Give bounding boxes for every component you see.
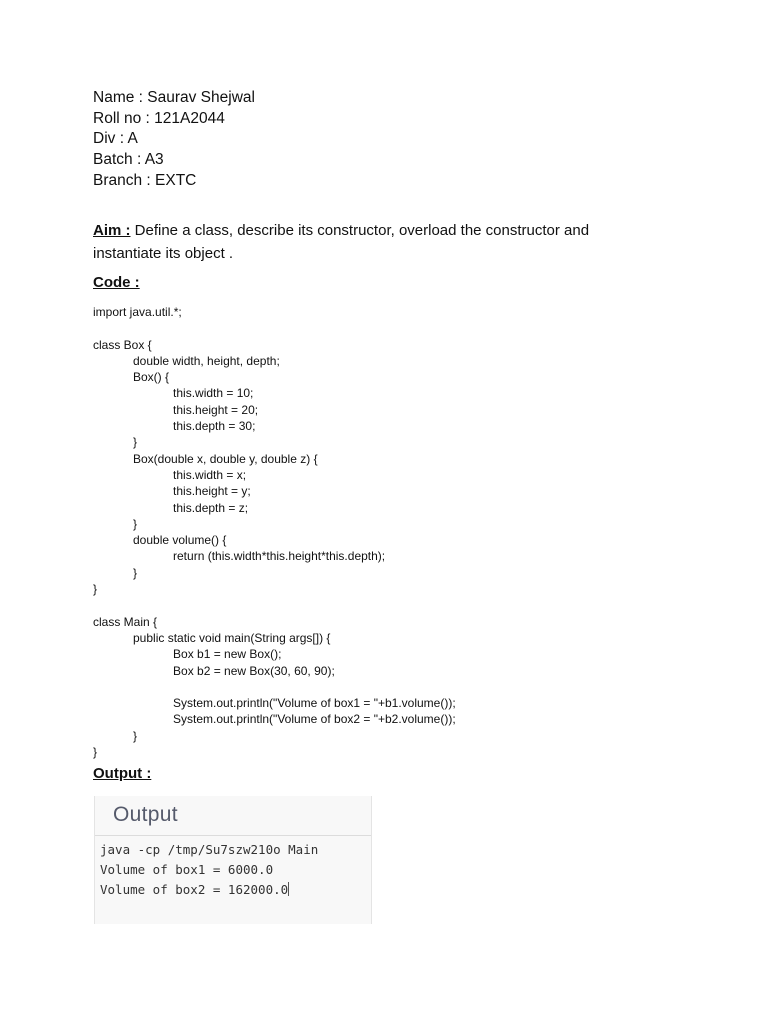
code-line: Box(double x, double y, double z) { [93, 451, 318, 466]
code-line: } [93, 745, 98, 760]
output-console [100, 840, 318, 900]
aim-text: Define a class, describe its constructor, overload the constructor and instantiate its object . [93, 222, 590, 262]
code-heading: Code : [93, 274, 140, 291]
code-line: System.out.println("Volume of box2 = "+b2.volume()); [93, 712, 456, 727]
code-line [93, 320, 456, 336]
code-line: Box b1 = new Box(); [93, 647, 282, 662]
roll-number: Roll no : 121A2044 [93, 109, 225, 127]
code-line: Box() { [93, 370, 170, 385]
code-line: this.width = x; [93, 467, 247, 482]
code-line: } [93, 728, 138, 743]
output-heading: Output : [93, 765, 152, 782]
code-line: public static void main(String args[]) { [93, 630, 331, 645]
code-line: double volume() { [93, 533, 227, 548]
code-line: class Box { [93, 337, 152, 352]
code-line: this.depth = z; [93, 500, 249, 515]
code-line: System.out.println("Volume of box1 = "+b1.volume()); [93, 696, 456, 711]
code-line: } [93, 435, 138, 450]
console-line: Volume of box1 = 6000.0 [100, 862, 274, 877]
code-line: import java.util.*; [93, 305, 182, 319]
branch: Branch : EXTC [93, 171, 197, 189]
aim-paragraph [93, 219, 653, 265]
aim-label: Aim : [93, 222, 131, 239]
student-info [93, 88, 255, 192]
console-line-last [100, 880, 318, 900]
code-line: this.width = 10; [93, 386, 254, 401]
output-screenshot [94, 796, 372, 924]
division: Div : A [93, 130, 138, 148]
code-line: double width, height, depth; [93, 353, 280, 368]
code-line: return (this.width*this.height*this.depth); [93, 549, 386, 564]
batch: Batch : A3 [93, 151, 164, 169]
text-cursor [288, 882, 289, 896]
console-line-text: Volume of box2 = 162000.0 [100, 882, 289, 897]
code-line [93, 597, 456, 613]
code-line: class Main { [93, 614, 158, 629]
code-line: } [93, 516, 138, 531]
student-name: Name : Saurav Shejwal [93, 89, 255, 106]
output-panel-title: Output [113, 803, 178, 826]
code-line: this.height = 20; [93, 402, 259, 417]
code-line: this.depth = 30; [93, 419, 256, 434]
code-line: Box b2 = new Box(30, 60, 90); [93, 663, 335, 678]
code-block [93, 304, 456, 760]
code-line [93, 679, 456, 695]
output-divider [95, 835, 371, 836]
code-line: } [93, 582, 98, 597]
code-line: this.height = y; [93, 484, 251, 499]
console-line: java -cp /tmp/Su7szw210o Main [100, 842, 319, 857]
code-line: } [93, 565, 138, 580]
